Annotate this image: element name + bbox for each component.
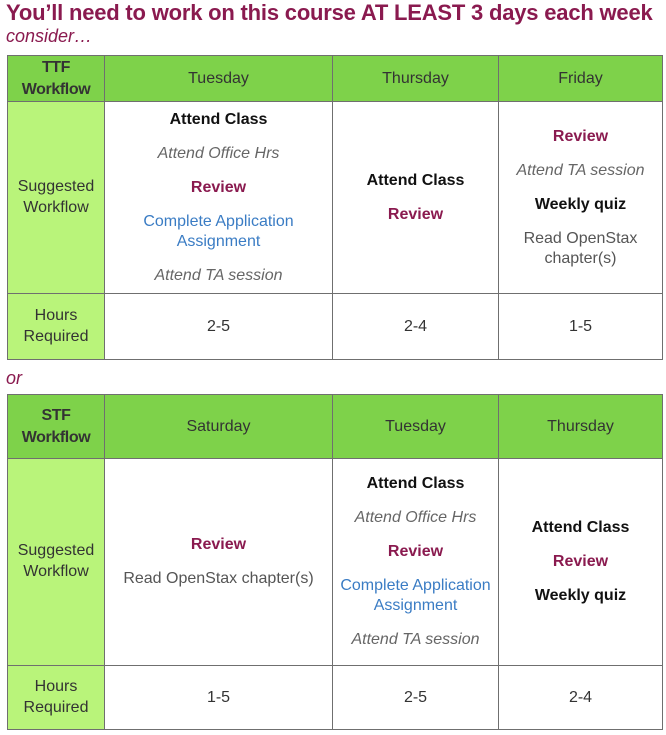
suggested-workflow-label: Suggested Workflow (8, 102, 105, 294)
review-item: Review (552, 553, 609, 570)
day-header: Thursday (333, 56, 499, 102)
day-header: Tuesday (333, 395, 499, 459)
attend-class-item: Attend Class (531, 519, 630, 536)
day-header: Saturday (105, 395, 333, 459)
office-hours-item: Attend Office Hrs (157, 144, 280, 162)
ta-session-item: Attend TA session (154, 266, 283, 284)
review-item: Review (190, 536, 247, 553)
hours-value: 2-5 (105, 294, 333, 360)
review-item: Review (387, 543, 444, 560)
application-assignment-item: Complete Application Assignment (143, 212, 294, 250)
day-header: Thursday (499, 395, 663, 459)
attend-class-item: Attend Class (366, 171, 465, 189)
ta-session-item: Attend TA session (351, 631, 480, 648)
weekly-quiz-item: Weekly quiz (534, 587, 627, 604)
review-item: Review (387, 205, 444, 223)
suggested-workflow-label: Suggested Workflow (8, 459, 105, 666)
review-item: Review (190, 178, 247, 196)
workflow-cell (499, 459, 663, 666)
workflow-cell (499, 102, 663, 294)
hours-value: 2-5 (333, 666, 499, 730)
consider-text: consider… (6, 26, 93, 46)
office-hours-item: Attend Office Hrs (354, 509, 477, 526)
hours-value: 2-4 (499, 666, 663, 730)
workflow-cell (333, 102, 499, 294)
workflow-cell (105, 459, 333, 666)
attend-class-item: Attend Class (169, 110, 268, 128)
hours-value: 2-4 (333, 294, 499, 360)
hours-value: 1-5 (499, 294, 663, 360)
page-title: You’ll need to work on this course AT LEAST 3 days each week (6, 0, 653, 25)
attend-class-item: Attend Class (366, 475, 465, 492)
read-openstax-item: Read OpenStax chapter(s) (523, 229, 638, 267)
weekly-quiz-item: Weekly quiz (534, 195, 627, 213)
hours-required-label: Hours Required (8, 294, 105, 360)
stf-workflow-table (7, 394, 663, 730)
or-text: or (6, 368, 23, 388)
day-header: Tuesday (105, 56, 333, 102)
workflow-label: TTF Workflow (8, 56, 105, 102)
review-item: Review (552, 127, 609, 145)
application-assignment-item: Complete Application Assignment (340, 577, 491, 614)
hours-required-label: Hours Required (8, 666, 105, 730)
ta-session-item: Attend TA session (516, 161, 645, 179)
ttf-workflow-table (7, 55, 663, 360)
hours-value: 1-5 (105, 666, 333, 730)
workflow-cell (105, 102, 333, 294)
day-header: Friday (499, 56, 663, 102)
read-openstax-item: Read OpenStax chapter(s) (123, 570, 314, 587)
workflow-cell (333, 459, 499, 666)
workflow-label: STF Workflow (8, 395, 105, 459)
